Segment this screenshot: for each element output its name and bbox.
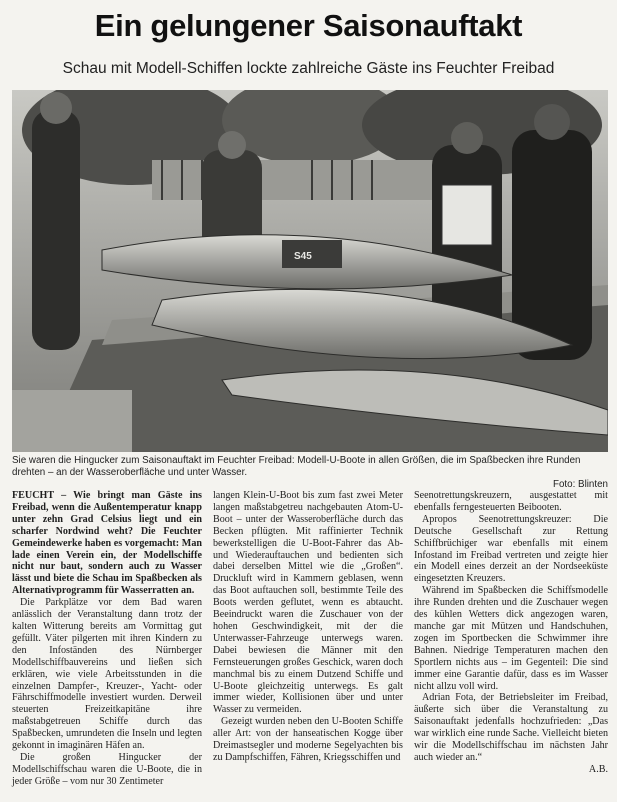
paragraph: Während im Spaßbecken die Schiffsmodelle ihre Runden drehten und die Zuschauer wegen des kühlen Wetters dick angezogen waren, manche gar mit Mützen und Handschuhen, zogen im Sportbecken die Schwimmer ihre Bahnen. Niedrige Temperaturen machen den Sportlern nichts aus – im Gegenteil: Die sind immer eine Garantie dafür, dass es im Wasser nicht allzu voll wird. bbox=[414, 585, 608, 692]
article-photo bbox=[12, 90, 608, 452]
paragraph: langen Klein-U-Boot bis zum fast zwei Meter langen maßstabgetreu nachgebauten Atom-U-Boot – unter der Wasseroberfläche durch das Becken pflügten. Mit raffinierter Technik bewerkstelligen die U-Boot-Fahrer das Ab- und Wiederauftauchen und bedienten sich dabei derselben Mittel wie die „Großen“. Druckluft wird in Kammern geblasen, wenn das Boot auftauchen soll, bestimmte Teile des Boots werden geflutet, wenn es abtaucht. Beeindruckt waren die Zuschauer von der hohen Geschwindigkeit, mit der die Unterwasser-Fahrzeuge unterwegs waren. Dabei bewiesen die Männer mit den Fernsteuerungen großes Geschick, waren doch manchmal bis zu einem Dutzend Schiffe und U-Boote gleichzeitig unterwegs. Es galt immer wieder, Kollisionen über und unter Wasser zu vermeiden. bbox=[213, 490, 403, 716]
paragraph: Gezeigt wurden neben den U-Booten Schiffe aller Art: von der hanseatischen Kogge über Dreimastsegler und moderne Segelyachten bis zu Dampfschiffen, Fähren, Kriegsschiffen und bbox=[213, 716, 403, 763]
column-2 bbox=[213, 490, 403, 764]
dateline: FEUCHT bbox=[12, 490, 54, 501]
column-1 bbox=[12, 490, 202, 788]
photo-credit: Foto: Blinten bbox=[552, 479, 608, 490]
paragraph: Die Parkplätze vor dem Bad waren anlässlich der Veranstaltung dann trotz der kalten Witterung bereits am Vormittag gut gefüllt. Väter pilgerten mit ihren Kindern zu den Infoständen des Nürnberger Modellschiffbauvereins und ließen sich erklären, wie viele Arbeitsstunden in die einzelnen Dampfer-, Kreuzer-, Yacht- oder Fährschiffmodelle investiert wurden. Derweil steuerten Freizeitkapitäne ihre maßstabgetreuen Schiffe durch das Spaßbecken, umrundeten die Inseln und legten gekonnt in imaginären Häfen an. bbox=[12, 597, 202, 752]
paragraph: Adrian Fota, der Betriebsleiter im Freibad, äußerte sich über die Veranstaltung zu Saisonauftakt jedenfalls hochzufrieden: „Das war wirklich eine runde Sache. Vielleicht bieten wir die Modellschiffschau im nächsten Jahr auch wieder an.“ bbox=[414, 692, 608, 763]
photo-caption bbox=[12, 455, 608, 490]
author-signature: A.B. bbox=[588, 763, 608, 775]
paragraph: Seenotrettungskreuzern, ausgestattet mit ebenfalls ferngesteuerten Beibooten. bbox=[414, 490, 608, 513]
lead-text: – Wie bringt man Gäste ins Freibad, wenn die Außentemperatur knapp unter zehn Grad Celsius liegt und ein scharfer Nordwind weht? Die Feuchter Gemeindewerke haben es vorgemacht: Man lade einen Verein ein, der Modellschiffe nicht nur baut, sondern auch zu Wasser lässt und biete die Schau im Spaßbecken als Alternativprogramm für Wasserratten an. bbox=[12, 490, 202, 597]
boat-marking: S45 bbox=[294, 251, 312, 262]
paragraph: Die großen Hingucker der Modellschiffschau waren die U-Boote, die in jeder Größe – vom nur 30 Zentimeter bbox=[12, 751, 202, 787]
paragraph: Apropos Seenotrettungskreuzer: Die Deutsche Gesellschaft zur Rettung Schiffbrüchiger war ebenfalls mit einem Infostand im Freibad vertreten und zeigte hier ein Modell eines derzeit an der Nordseeküste eingesetzten Kreuzers. bbox=[414, 513, 608, 585]
subheadline: Schau mit Modell-Schiffen lockte zahlreiche Gäste ins Feuchter Freibad bbox=[62, 60, 555, 77]
caption-text: Sie waren die Hingucker zum Saisonauftakt im Feuchter Freibad: Modell-U-Boote in allen Größen, die im Spaßbecken ihre Runden drehten – an der Wasseroberfläche und unter Wasser. bbox=[12, 455, 581, 478]
lead-paragraph bbox=[12, 490, 202, 597]
headline: Ein gelungener Saisonauftakt bbox=[94, 8, 523, 43]
column-3 bbox=[414, 490, 608, 776]
